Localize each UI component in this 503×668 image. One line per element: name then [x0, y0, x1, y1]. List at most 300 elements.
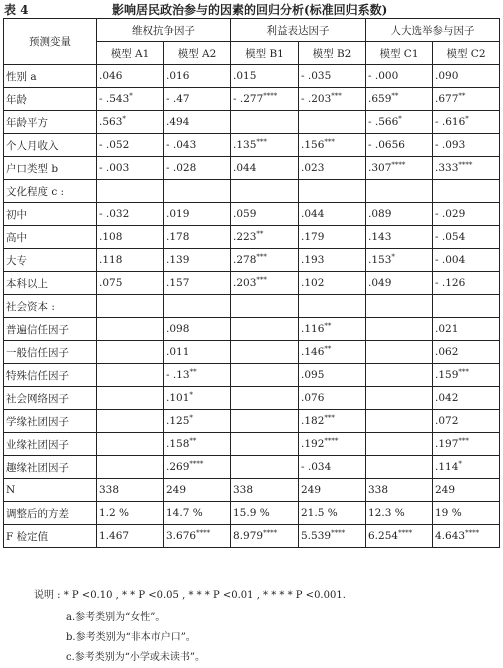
coefficient-cell [299, 226, 366, 249]
table-row [4, 249, 500, 272]
coefficient-cell [299, 387, 366, 410]
coefficient-cell [231, 433, 299, 456]
coefficient-cell [97, 272, 164, 295]
coefficient-cell [164, 111, 231, 134]
row-label: 性别 a [4, 65, 97, 88]
coefficient-cell [231, 295, 299, 318]
significance-stars: **** [263, 529, 278, 537]
coefficient-cell [299, 272, 366, 295]
coefficient-cell [299, 502, 366, 525]
cell-value: 8.979 [233, 530, 264, 542]
coefficient-cell [231, 318, 299, 341]
coefficient-cell [164, 341, 231, 364]
cell-value: 5.539 [301, 530, 332, 542]
cell-value: .659 [368, 93, 392, 105]
coefficient-cell [433, 433, 500, 456]
factor-group-header: 利益表达因子 [231, 19, 366, 42]
row-label: 户口类型 b [4, 157, 97, 180]
cell-value: .178 [166, 231, 190, 243]
coefficient-cell [164, 203, 231, 226]
model-header: 模型 A2 [164, 42, 231, 65]
predictor-header: 预测变量 [4, 19, 97, 65]
coefficient-cell [97, 410, 164, 433]
coefficient-cell [97, 157, 164, 180]
coefficient-cell [366, 456, 433, 479]
coefficient-cell [366, 502, 433, 525]
coefficient-cell [366, 433, 433, 456]
table-title: 影响居民政治参与的因素的回归分析(标准回归系数) [112, 3, 388, 17]
significance-stars: * [122, 115, 126, 123]
coefficient-cell [164, 65, 231, 88]
cell-value: 15.9 % [233, 507, 270, 519]
coefficient-cell [97, 341, 164, 364]
table-row [4, 180, 500, 203]
significance-stars: ** [391, 92, 399, 100]
coefficient-cell [366, 272, 433, 295]
coefficient-cell [97, 65, 164, 88]
coefficient-cell [164, 479, 231, 502]
row-label: 年龄 [4, 88, 97, 111]
coefficient-cell [299, 318, 366, 341]
coefficient-cell [231, 203, 299, 226]
row-label: 个人月收入 [4, 134, 97, 157]
coefficient-cell [299, 295, 366, 318]
cell-value: .135 [233, 139, 257, 151]
cell-value: .182 [301, 415, 325, 427]
coefficient-cell [231, 157, 299, 180]
coefficient-cell [231, 134, 299, 157]
coefficient-rows [4, 65, 500, 479]
coefficient-cell [433, 203, 500, 226]
coefficient-cell [164, 272, 231, 295]
significance-stars: **** [465, 529, 480, 537]
cell-value: .046 [99, 70, 123, 82]
table-row [4, 65, 500, 88]
cell-value: .016 [166, 70, 190, 82]
coefficient-cell [97, 433, 164, 456]
coefficient-cell [433, 364, 500, 387]
table-caption [2, 0, 502, 17]
factor-group-header: 人大选举参与因子 [366, 19, 500, 42]
table-row [4, 318, 500, 341]
row-label: 本科以上 [4, 272, 97, 295]
cell-value: 1.2 % [99, 507, 130, 519]
cell-value: - .277 [233, 93, 264, 105]
coefficient-cell [97, 134, 164, 157]
cell-value: 21.5 % [301, 507, 338, 519]
coefficient-cell [97, 456, 164, 479]
coefficient-cell [299, 364, 366, 387]
significance-stars: *** [256, 276, 267, 284]
row-label: 一般信任因子 [4, 341, 97, 364]
cell-value: .494 [166, 116, 190, 128]
cell-value: - .034 [301, 461, 332, 473]
coefficient-cell [433, 65, 500, 88]
coefficient-cell [97, 387, 164, 410]
coefficient-cell [299, 249, 366, 272]
cell-value: - .043 [166, 139, 197, 151]
cell-value: .108 [99, 231, 123, 243]
cell-value: .677 [435, 93, 459, 105]
cell-value: 19 % [435, 507, 462, 519]
coefficient-cell [164, 502, 231, 525]
cell-value: .116 [301, 323, 325, 335]
coefficient-cell [366, 88, 433, 111]
cell-value: .193 [301, 254, 325, 266]
cell-value: 1.467 [99, 530, 130, 542]
cell-value: 4.643 [435, 530, 466, 542]
coefficient-cell [366, 65, 433, 88]
cell-value: .076 [301, 392, 325, 404]
cell-value: .044 [233, 162, 257, 174]
note-b: b.参考类别为“非本市户口”。 [66, 632, 196, 643]
cell-value: 12.3 % [368, 507, 405, 519]
table-row [4, 111, 500, 134]
cell-value: - .054 [435, 231, 466, 243]
coefficient-cell [433, 456, 500, 479]
cell-value: - .203 [301, 93, 332, 105]
coefficient-cell [164, 226, 231, 249]
cell-value: .075 [99, 277, 123, 289]
cell-value: .223 [233, 231, 257, 243]
cell-value: .307 [368, 162, 392, 174]
significance-stars: * [129, 92, 133, 100]
cell-value: .146 [301, 346, 325, 358]
row-label: N [4, 479, 97, 502]
cell-value: .059 [233, 208, 257, 220]
coefficient-cell [97, 111, 164, 134]
coefficient-cell [366, 341, 433, 364]
coefficient-cell [366, 134, 433, 157]
table-row [4, 157, 500, 180]
coefficient-cell [366, 249, 433, 272]
coefficient-cell [433, 318, 500, 341]
coefficient-cell [231, 65, 299, 88]
cell-value: .049 [368, 277, 392, 289]
coefficient-cell [164, 364, 231, 387]
significance-stars: *** [458, 368, 469, 376]
coefficient-cell [433, 88, 500, 111]
cell-value: - .003 [99, 162, 130, 174]
coefficient-cell [433, 249, 500, 272]
significance-stars: *** [331, 92, 342, 100]
model-header: 模型 C2 [433, 42, 500, 65]
row-label: 特殊信任因子 [4, 364, 97, 387]
coefficient-cell [433, 502, 500, 525]
cell-value: - .0656 [368, 139, 405, 151]
model-header: 模型 B1 [231, 42, 299, 65]
cell-value: 6.254 [368, 530, 399, 542]
cell-value: .203 [233, 277, 257, 289]
coefficient-cell [164, 88, 231, 111]
coefficient-cell [231, 226, 299, 249]
note-a: a.参考类别为“女性”。 [66, 612, 166, 623]
cell-value: - .032 [99, 208, 130, 220]
cell-value: .179 [301, 231, 325, 243]
coefficient-cell [299, 456, 366, 479]
significance-stars: ** [324, 322, 332, 330]
significance-stars: *** [324, 138, 335, 146]
significance-stars: **** [391, 161, 406, 169]
significance-stars: **** [196, 529, 211, 537]
cell-value: .156 [301, 139, 325, 151]
coefficient-cell [97, 479, 164, 502]
cell-value: .044 [301, 208, 325, 220]
coefficient-cell [299, 134, 366, 157]
row-label: 年龄平方 [4, 111, 97, 134]
coefficient-cell [164, 180, 231, 203]
table-row [4, 226, 500, 249]
significance-stars: ** [189, 437, 197, 445]
cell-value: .158 [166, 438, 190, 450]
cell-value: 338 [368, 484, 389, 496]
coefficient-cell [231, 525, 299, 548]
cell-value: .114 [435, 461, 459, 473]
coefficient-cell [97, 203, 164, 226]
coefficient-cell [366, 479, 433, 502]
cell-value: .101 [166, 392, 190, 404]
coefficient-cell [164, 410, 231, 433]
coefficient-cell [231, 272, 299, 295]
coefficient-cell [231, 479, 299, 502]
row-label: 趣缘社团因子 [4, 456, 97, 479]
significance-stars: ** [189, 368, 197, 376]
coefficient-cell [433, 341, 500, 364]
cell-value: .102 [301, 277, 325, 289]
cell-value: - .566 [368, 116, 399, 128]
regression-table [3, 18, 500, 548]
cell-value: .019 [166, 208, 190, 220]
cell-value: - .616 [435, 116, 466, 128]
coefficient-cell [433, 387, 500, 410]
cell-value: .042 [435, 392, 459, 404]
significance-stars: **** [263, 92, 278, 100]
coefficient-cell [366, 410, 433, 433]
coefficient-cell [231, 249, 299, 272]
model-header: 模型 B2 [299, 42, 366, 65]
significance-stars: * [398, 115, 402, 123]
cell-value: - .543 [99, 93, 130, 105]
significance-stars: * [189, 391, 193, 399]
table-number: 表 4 [4, 3, 29, 17]
coefficient-cell [231, 502, 299, 525]
cell-value: .021 [435, 323, 459, 335]
significance-stars: * [465, 115, 469, 123]
significance-stars: **** [458, 161, 473, 169]
summary-rows [4, 479, 500, 548]
coefficient-cell [299, 65, 366, 88]
cell-value: .090 [435, 70, 459, 82]
cell-value: .118 [99, 254, 123, 266]
coefficient-cell [366, 157, 433, 180]
coefficient-cell [366, 387, 433, 410]
cell-value: - .035 [301, 70, 332, 82]
table-row [4, 341, 500, 364]
cell-value: - .47 [166, 93, 190, 105]
coefficient-cell [97, 295, 164, 318]
table-row [4, 410, 500, 433]
coefficient-cell [299, 157, 366, 180]
cell-value: .143 [368, 231, 392, 243]
coefficient-cell [231, 364, 299, 387]
coefficient-cell [366, 364, 433, 387]
coefficient-cell [231, 341, 299, 364]
cell-value: 338 [233, 484, 254, 496]
coefficient-cell [433, 525, 500, 548]
coefficient-cell [433, 134, 500, 157]
table-row [4, 272, 500, 295]
significance-stars: *** [458, 437, 469, 445]
coefficient-cell [366, 180, 433, 203]
coefficient-cell [97, 525, 164, 548]
cell-value: - .126 [435, 277, 466, 289]
cell-value: - .028 [166, 162, 197, 174]
coefficient-cell [299, 203, 366, 226]
cell-value: .197 [435, 438, 459, 450]
coefficient-cell [164, 525, 231, 548]
cell-value: .278 [233, 254, 257, 266]
coefficient-cell [433, 295, 500, 318]
significance-stars: ** [458, 92, 466, 100]
cell-value: .139 [166, 254, 190, 266]
header-row-groups [4, 19, 500, 42]
coefficient-cell [433, 226, 500, 249]
coefficient-cell [97, 249, 164, 272]
significance-note: 说明 : * P <0.10 , * * P <0.05 , * * * P <0.01 , * * * * P <0.001. [34, 590, 346, 601]
row-label: 业缘社团因子 [4, 433, 97, 456]
significance-stars: *** [256, 253, 267, 261]
coefficient-cell [299, 525, 366, 548]
cell-value: .011 [166, 346, 190, 358]
significance-stars: **** [398, 529, 413, 537]
cell-value: 249 [166, 484, 187, 496]
row-label: 高中 [4, 226, 97, 249]
cell-value: .333 [435, 162, 459, 174]
coefficient-cell [164, 249, 231, 272]
cell-value: .023 [301, 162, 325, 174]
cell-value: .062 [435, 346, 459, 358]
table-row [4, 364, 500, 387]
coefficient-cell [164, 318, 231, 341]
row-label: 调整后的方差 [4, 502, 97, 525]
cell-value: .159 [435, 369, 459, 381]
table-row [4, 387, 500, 410]
significance-stars: ** [324, 345, 332, 353]
table-row [4, 88, 500, 111]
coefficient-cell [433, 479, 500, 502]
significance-stars: *** [324, 414, 335, 422]
factor-group-header: 维权抗争因子 [97, 19, 231, 42]
row-label: 初中 [4, 203, 97, 226]
significance-stars: *** [256, 138, 267, 146]
coefficient-cell [433, 410, 500, 433]
coefficient-cell [164, 157, 231, 180]
coefficient-cell [366, 525, 433, 548]
cell-value: 3.676 [166, 530, 197, 542]
coefficient-cell [97, 318, 164, 341]
coefficient-cell [299, 111, 366, 134]
coefficient-cell [231, 111, 299, 134]
coefficient-cell [433, 111, 500, 134]
significance-stars: ** [256, 230, 264, 238]
coefficient-cell [231, 387, 299, 410]
coefficient-cell [366, 111, 433, 134]
coefficient-cell [299, 433, 366, 456]
cell-value: - .004 [435, 254, 466, 266]
cell-value: .095 [301, 369, 325, 381]
coefficient-cell [97, 226, 164, 249]
coefficient-cell [299, 88, 366, 111]
coefficient-cell [97, 88, 164, 111]
coefficient-cell [366, 226, 433, 249]
table-row [4, 502, 500, 525]
cell-value: .269 [166, 461, 190, 473]
coefficient-cell [299, 341, 366, 364]
table-row [4, 295, 500, 318]
significance-stars: **** [324, 437, 339, 445]
coefficient-cell [231, 88, 299, 111]
row-label: 文化程度 c : [4, 180, 97, 203]
row-label: 大专 [4, 249, 97, 272]
cell-value: - .052 [99, 139, 130, 151]
coefficient-cell [231, 456, 299, 479]
significance-stars: * [458, 460, 462, 468]
table-row [4, 134, 500, 157]
coefficient-cell [97, 364, 164, 387]
table-row [4, 479, 500, 502]
coefficient-cell [366, 203, 433, 226]
cell-value: - .029 [435, 208, 466, 220]
cell-value: .015 [233, 70, 257, 82]
coefficient-cell [299, 410, 366, 433]
note-c: c.参考类别为“小学或未读书”。 [66, 652, 206, 663]
significance-stars: * [391, 253, 395, 261]
cell-value: .192 [301, 438, 325, 450]
cell-value: - .13 [166, 369, 190, 381]
coefficient-cell [433, 272, 500, 295]
cell-value: - .093 [435, 139, 466, 151]
coefficient-cell [164, 295, 231, 318]
table-row [4, 456, 500, 479]
row-label: 社会资本 : [4, 295, 97, 318]
cell-value: .098 [166, 323, 190, 335]
cell-value: 14.7 % [166, 507, 203, 519]
table-row [4, 203, 500, 226]
row-label: 社会网络因子 [4, 387, 97, 410]
table-row [4, 525, 500, 548]
row-label: F 检定值 [4, 525, 97, 548]
model-header: 模型 C1 [366, 42, 433, 65]
coefficient-cell [366, 318, 433, 341]
coefficient-cell [299, 180, 366, 203]
row-label: 普遍信任因子 [4, 318, 97, 341]
cell-value: .153 [368, 254, 392, 266]
coefficient-cell [164, 134, 231, 157]
significance-stars: **** [189, 460, 204, 468]
table-row [4, 433, 500, 456]
cell-value: .072 [435, 415, 459, 427]
coefficient-cell [366, 295, 433, 318]
cell-value: 249 [301, 484, 322, 496]
coefficient-cell [433, 157, 500, 180]
cell-value: .125 [166, 415, 190, 427]
cell-value: 338 [99, 484, 120, 496]
significance-stars: * [189, 414, 193, 422]
row-label: 学缘社团因子 [4, 410, 97, 433]
cell-value: - .000 [368, 70, 399, 82]
model-header: 模型 A1 [97, 42, 164, 65]
coefficient-cell [164, 387, 231, 410]
